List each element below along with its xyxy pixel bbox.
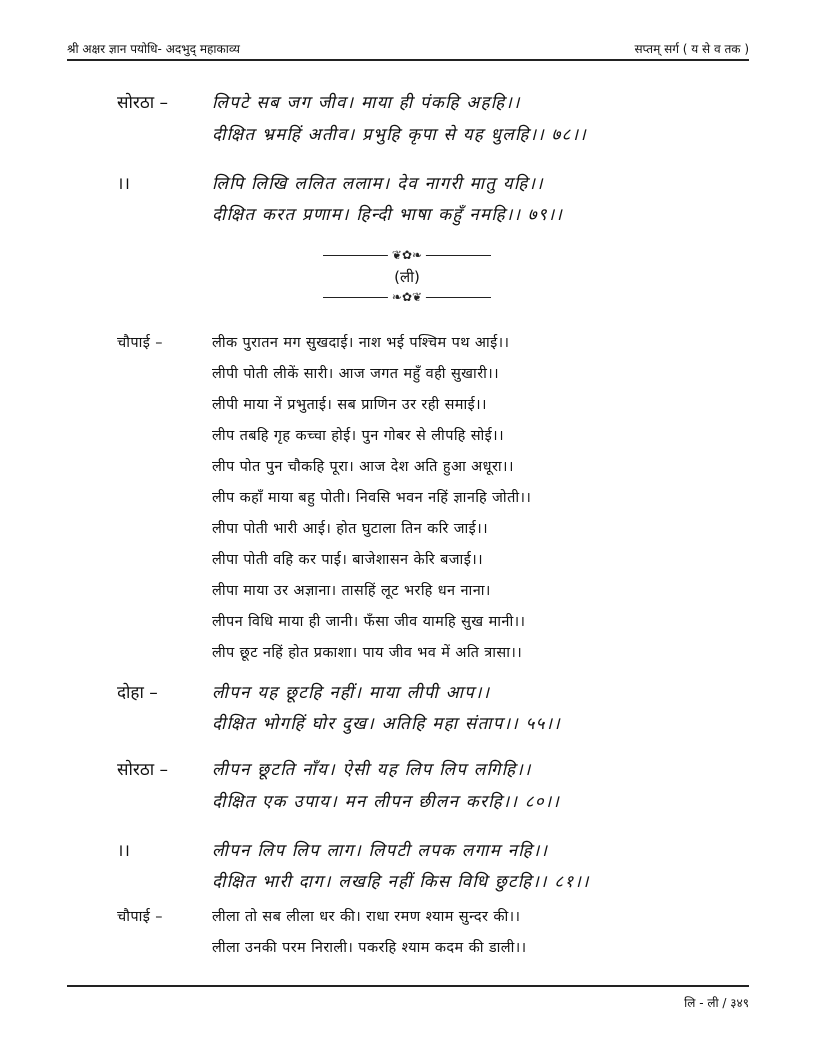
verse-line: लीक पुरातन मग सुखदाई। नाश भई पश्चिम पथ आई।।	[212, 335, 510, 351]
footer-rule	[67, 985, 749, 987]
ornament-icon: ❧✿❦	[388, 291, 426, 303]
stanza-label: चौपाई –	[117, 909, 163, 925]
verse-line: लीपा माया उर अज्ञाना। तासहिं लूट भरहि धन नाना।	[212, 583, 491, 599]
verse-line: लीपी पोती लीकें सारी। आज जगत महुँ वही सुखारी।।	[212, 366, 500, 382]
verse-line: लीप तबहि गृह कच्चा होई। पुन गोबर से लीपहि सोई।।	[212, 428, 504, 444]
verse-line: लीप कहाँ माया बहु पोती। निवसि भवन नहिं ज्ञानहि जोती।।	[212, 490, 532, 506]
stanza-label: चौपाई –	[117, 335, 163, 351]
verse-line: लीपी माया नें प्रभुताई। सब प्राणिन उर रही समाई।।	[212, 397, 487, 413]
verse-line: लीपन छूटति नाँय। ऐसी यह लिप लिप लगिहि।।	[212, 760, 532, 780]
stanza-label: सोरठा –	[117, 760, 169, 780]
verse-line: लीला तो सब लीला धर की। राधा रमण श्याम सुन्दर की।।	[212, 909, 521, 925]
verse-line: दीक्षित भ्रमहिं अतीव। प्रभुहि कृपा से यह धुलहि।। ७८।।	[212, 125, 587, 145]
verse-line: दीक्षित भारी दाग। लखहि नहीं किस विधि छुटहि।। ८१।।	[212, 872, 590, 892]
verse-line: लिपटे सब जग जीव। माया ही पंकहि अहहि।।	[212, 93, 521, 113]
verse-line: लीप छूट नहिं होत प्रकाशा। पाय जीव भव में अति त्रासा।।	[212, 645, 523, 661]
verse-line: दीक्षित करत प्रणाम। हिन्दी भाषा कहुँ नमहि।। ७९।।	[212, 205, 564, 225]
section-title: (ली)	[394, 268, 420, 286]
verse-line: दीक्षित एक उपाय। मन लीपन छीलन करहि।। ८०।।	[212, 792, 561, 812]
verse-line: लीपन विधि माया ही जानी। फँसा जीव यामहि सुख मानी।।	[212, 614, 526, 630]
verse-line: लीपन यह छूटहि नहीं। माया लीपी आप।।	[212, 683, 491, 703]
verse-line: लीपा पोती वहि कर पाई। बाजेशासन केरि बजाई।।	[212, 552, 484, 568]
page-number: लि - ली / ३४९	[684, 996, 749, 1010]
stanza-label: ।।	[117, 174, 130, 194]
verse-line: दीक्षित भोगहिं घोर दुख। अतिहि महा संताप।। ५५।।	[212, 714, 561, 734]
chapter-title: सप्तम् सर्ग ( य से व तक )	[634, 42, 749, 56]
stanza-label: दोहा –	[117, 683, 158, 703]
verse-line: लीप पोत पुन चौकहि पूरा। आज देश अति हुआ अधूरा।।	[212, 459, 514, 475]
stanza-label: सोरठा –	[117, 93, 169, 113]
header-rule	[67, 59, 749, 61]
section-divider	[323, 245, 491, 305]
stanza-label: ।।	[117, 841, 130, 861]
verse-line: लीपन लिप लिप लाग। लिपटी लपक लगाम नहि।।	[212, 841, 549, 861]
verse-line: लीपा पोती भारी आई। होत घुटाला तिन करि जाई।।	[212, 521, 488, 537]
page-header	[67, 34, 749, 58]
ornament-icon: ❦✿❧	[388, 249, 426, 261]
verse-line: लीला उनकी परम निराली। पकरहि श्याम कदम की डाली।।	[212, 940, 527, 956]
verse-line: लिपि लिखि ललित ललाम। देव नागरी मातु यहि।।	[212, 174, 544, 194]
book-title: श्री अक्षर ज्ञान पयोधि- अदभुद् महाकाव्य	[67, 42, 240, 56]
